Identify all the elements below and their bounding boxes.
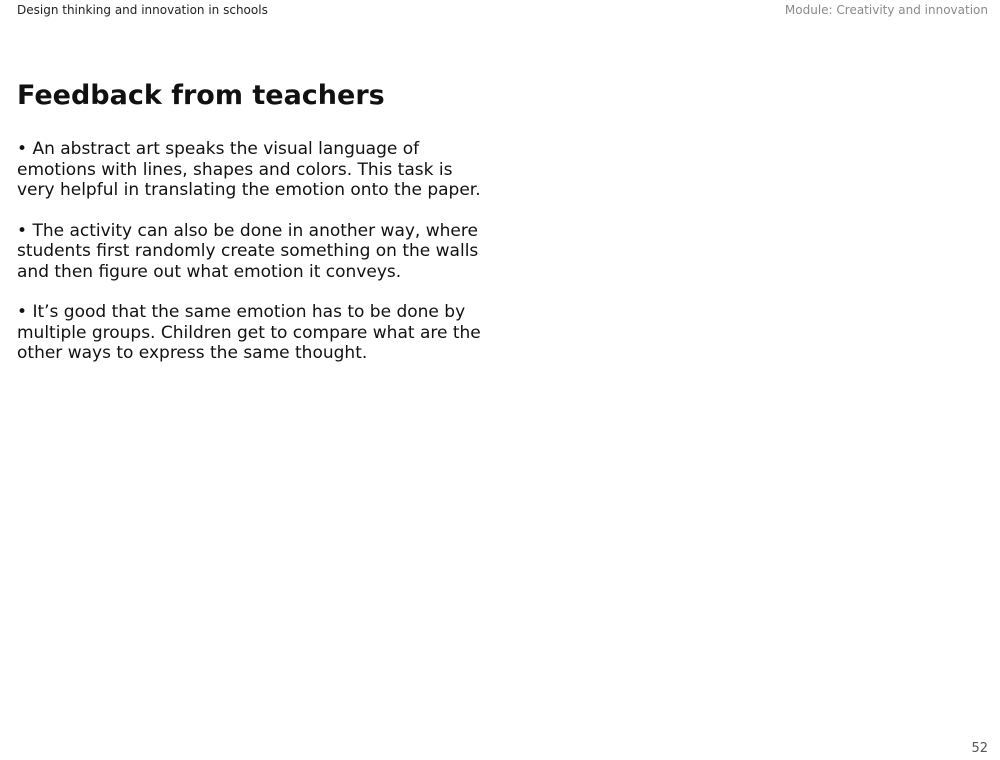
feedback-text: An abstract art speaks the visual language of emotions with lines, shapes and colors. This task is very helpful in translating the emotion onto the paper.	[17, 139, 481, 200]
feedback-text: It’s good that the same emotion has to be done by multiple groups. Children get to compare what are the other ways to express the same thought.	[17, 302, 481, 363]
feedback-item	[17, 302, 487, 364]
bullet-dot: •	[17, 139, 28, 159]
feedback-item	[17, 221, 487, 283]
feedback-list	[17, 139, 487, 384]
slide-title: Feedback from teachers	[17, 80, 385, 111]
feedback-item	[17, 139, 487, 201]
bullet-dot: •	[17, 302, 28, 322]
course-title: Design thinking and innovation in schools	[17, 3, 268, 17]
bullet-dot: •	[17, 220, 28, 241]
module-title: Module: Creativity and innovation	[784, 3, 988, 17]
page-number: 52	[971, 741, 988, 756]
feedback-text: The activity can also be done in another way, where students first randomly create something on the walls and then figure out what emotion it conveys.	[17, 220, 479, 282]
